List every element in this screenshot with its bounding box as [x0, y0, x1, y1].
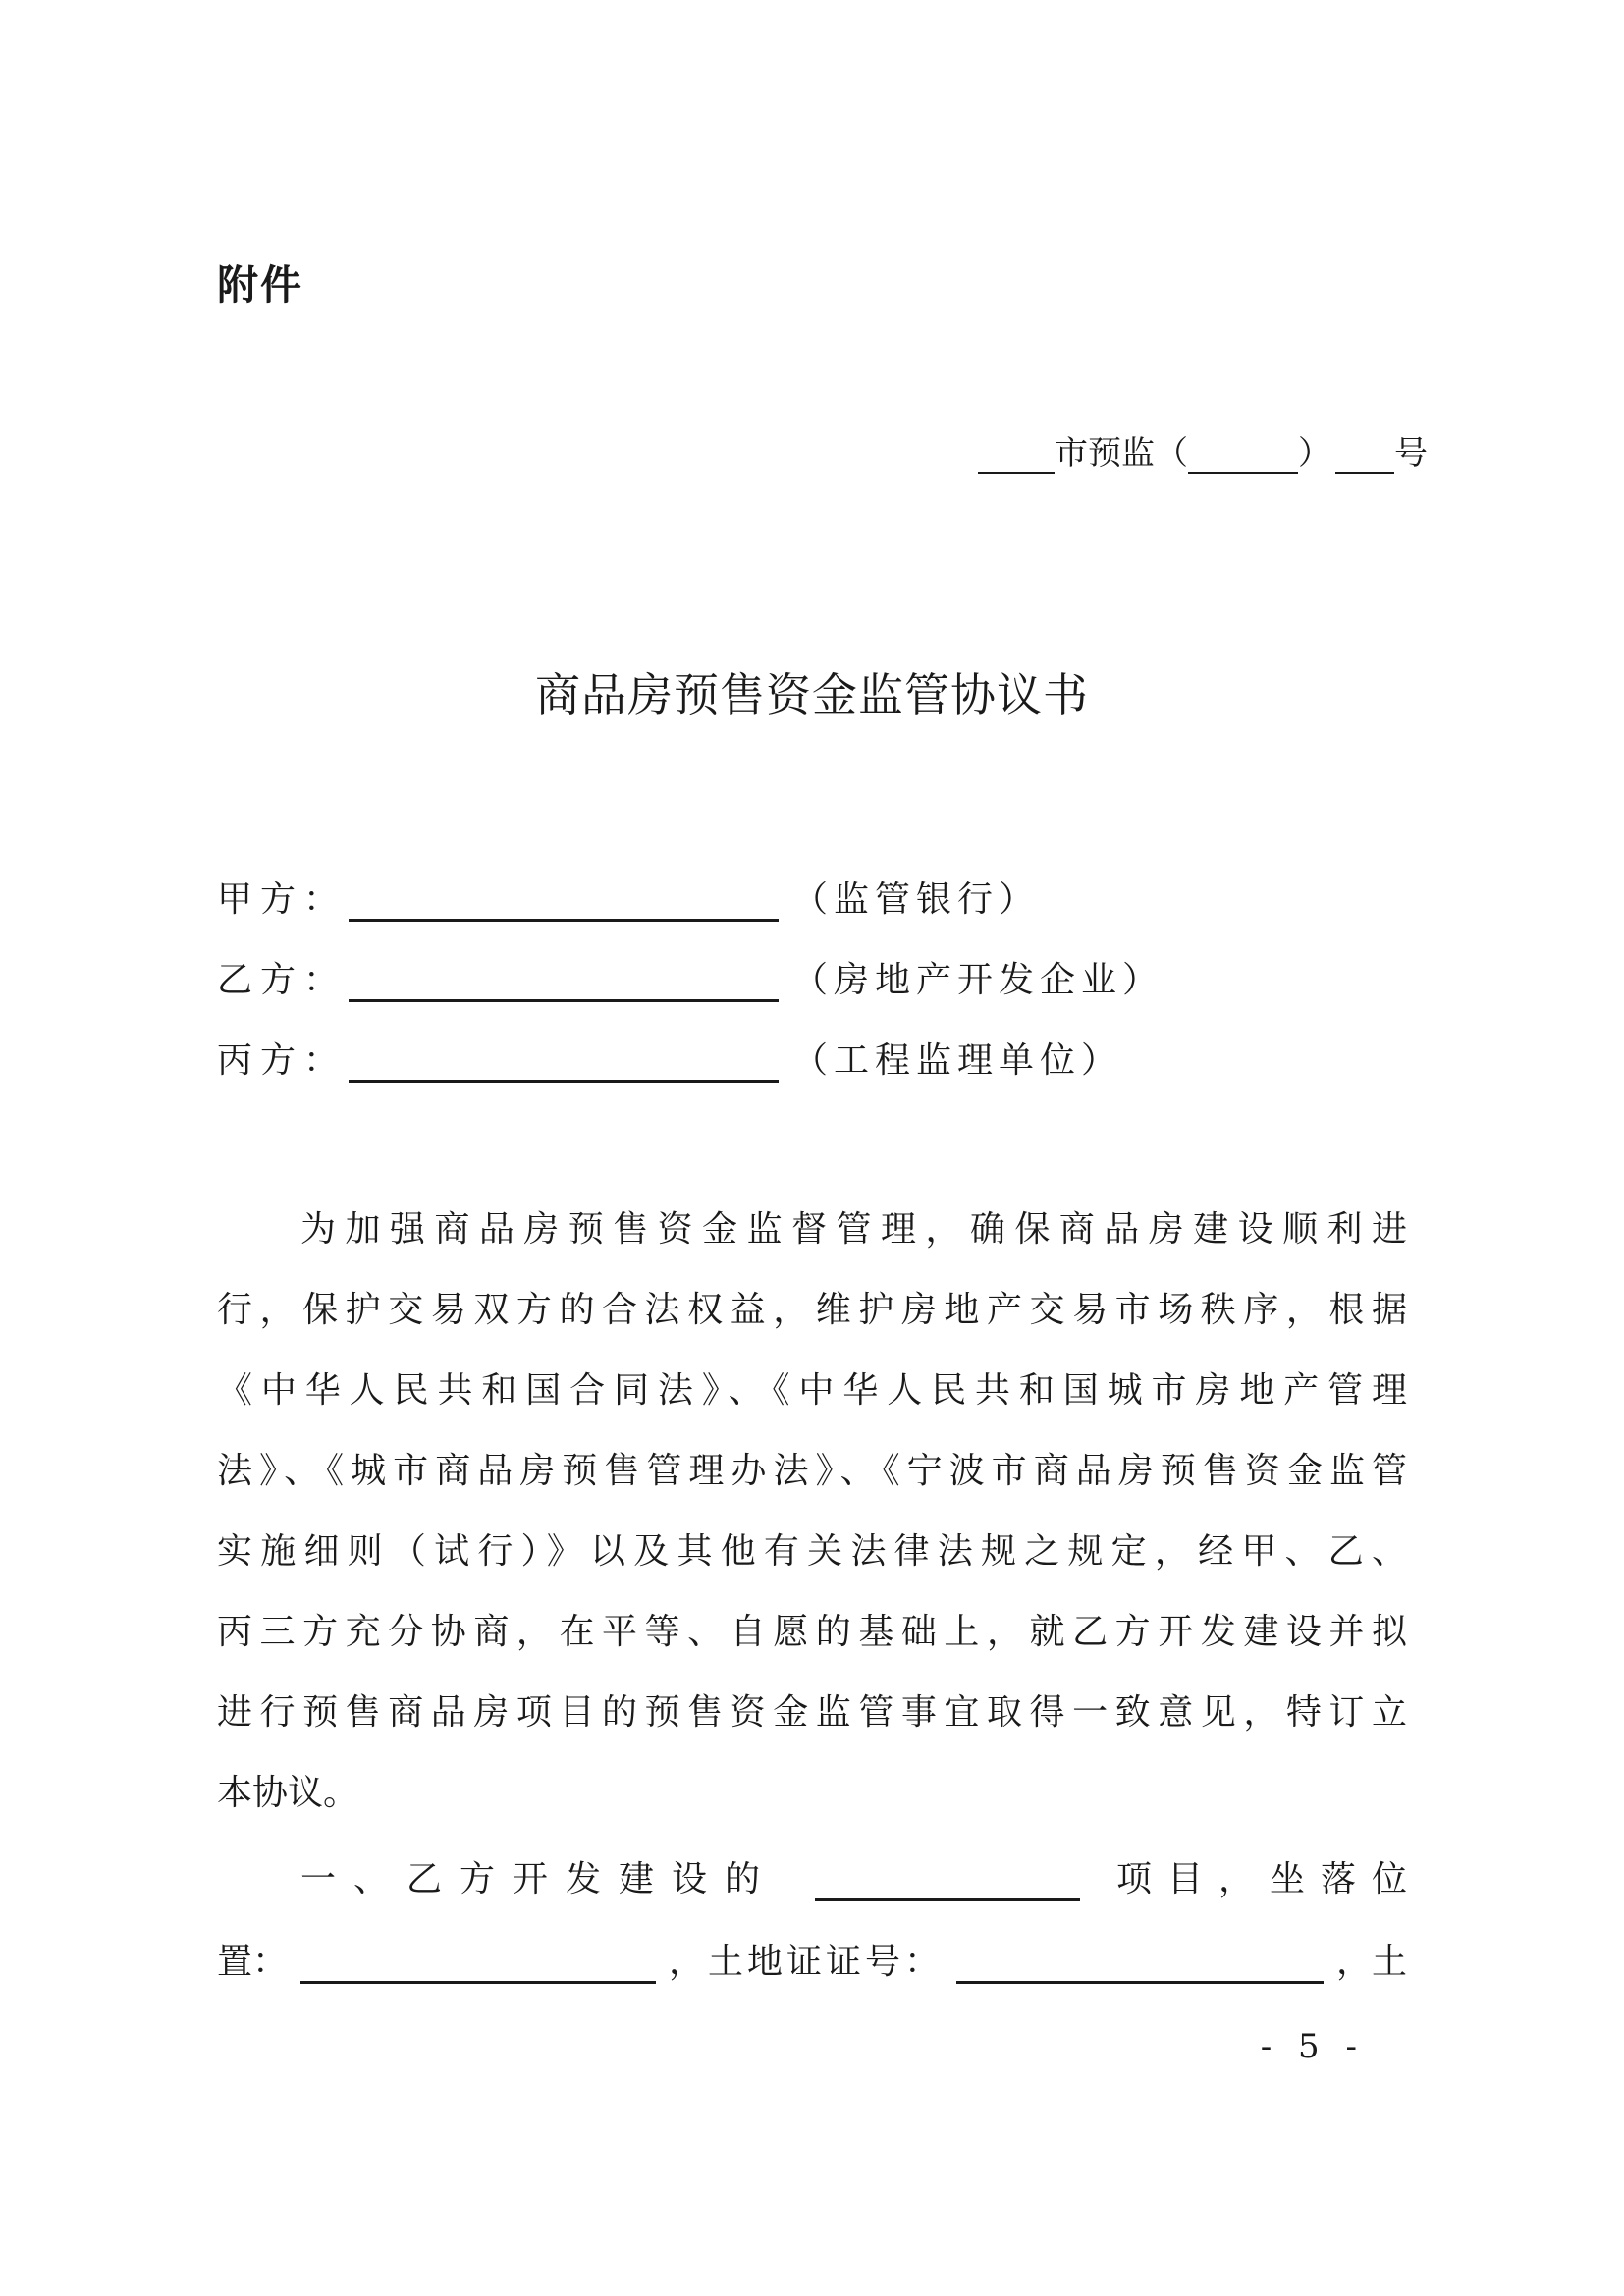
party-name-blank: [349, 960, 779, 1002]
paragraph-line: 行，保护交易双方的合法权益，维护房地产交易市场秩序，根据: [217, 1290, 1407, 1330]
attachment-label: 附件: [217, 261, 304, 309]
paragraph-line: 为加强商品房预售资金监督管理，确保商品房建设顺利进: [300, 1209, 1407, 1250]
city-blank: [978, 437, 1055, 474]
clause-one-prefix: 一、乙方开发建设的: [300, 1859, 779, 1899]
clause-one-line-2: [217, 1934, 1407, 1984]
party-name-blank: [349, 880, 779, 922]
close-paren: ）: [1298, 434, 1331, 473]
project-name-blank: [815, 1859, 1080, 1901]
paragraph-line: 《中华人民共和国合同法》、《中华人民共和国城市房地产管理: [217, 1370, 1407, 1411]
party-role: （工程监理单位）: [792, 1041, 1123, 1081]
number-suffix: 号: [1394, 434, 1428, 473]
location-blank: [300, 1942, 656, 1984]
paragraph-line: 进行预售商品房项目的预售资金监管事宜取得一致意见，特订立: [217, 1692, 1407, 1733]
land-cert-blank: [956, 1942, 1324, 1984]
paragraph-line: 法》、《城市商品房预售管理办法》、《宁波市商品房预售资金监管: [217, 1451, 1407, 1491]
document-title: 商品房预售资金监管协议书: [535, 668, 1089, 721]
land-cert-label: ，土地证证号：: [668, 1942, 944, 1982]
party-label: 乙方：: [217, 960, 348, 1000]
party-label: 甲方：: [217, 880, 348, 920]
page-number: - 5 -: [1260, 2027, 1365, 2066]
document-number: [978, 426, 1428, 474]
party-role: （房地产开发企业）: [792, 960, 1164, 1000]
paragraph-line: 丙三方充分协商，在平等、自愿的基础上，就乙方开发建设并拟: [217, 1612, 1407, 1652]
party-a: [217, 872, 1040, 922]
clause-one-line-1: [300, 1851, 1423, 1901]
location-label: 置：: [217, 1942, 289, 1982]
party-role: （监管银行）: [792, 880, 1041, 920]
party-b: [217, 952, 1164, 1002]
party-c: [217, 1033, 1122, 1083]
doc-type-label: 市预监（: [1055, 434, 1188, 473]
paragraph-line: 本协议。: [217, 1773, 359, 1813]
project-label: 项目，坐落位: [1115, 1859, 1423, 1899]
clause-one-trailing: ，土: [1335, 1942, 1407, 1982]
paragraph-line: 实施细则（试行）》以及其他有关法律法规之规定，经甲、乙、: [217, 1531, 1407, 1572]
year-blank: [1188, 437, 1298, 474]
party-label: 丙方：: [217, 1041, 348, 1081]
party-name-blank: [349, 1041, 779, 1083]
serial-blank: [1335, 437, 1394, 474]
